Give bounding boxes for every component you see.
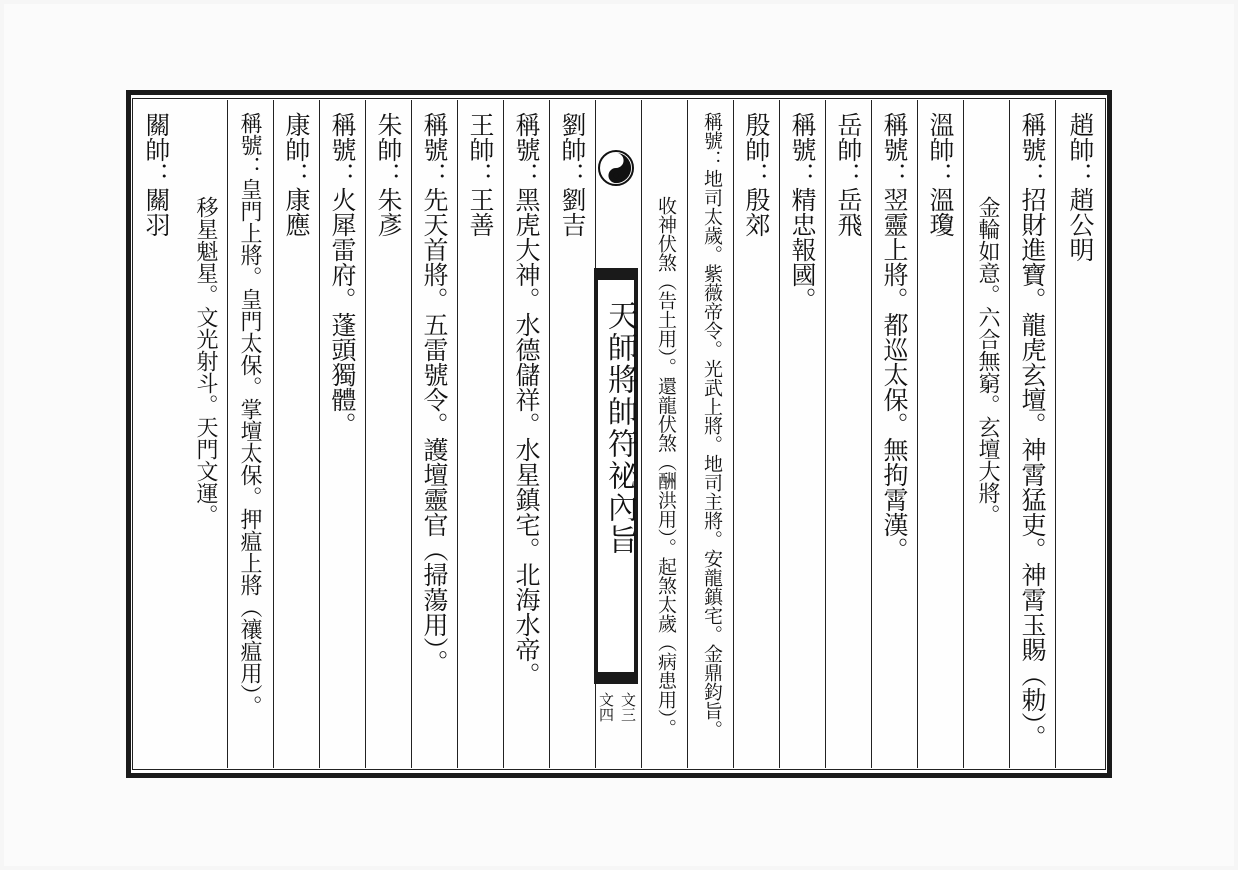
wen-name: 溫帥：溫瓊: [926, 112, 955, 237]
zhao-name: 趙帥：趙公明: [1066, 112, 1095, 262]
yin-name: 殷帥：殷郊: [742, 112, 771, 237]
guan-name: 關帥：關羽: [142, 112, 171, 237]
document-title: 天師將帥符祕內旨: [602, 300, 637, 556]
liu-titles: 稱號：黑虎大神。水德儲祥。水星鎮宅。北海水帝。: [512, 112, 541, 687]
yin-titles-2: 收神伏煞（告土用）。還龍伏煞（酬洪用）。起煞太歲（病患用）。: [655, 196, 677, 738]
yue-name: 岳帥：岳飛: [834, 112, 863, 237]
yin-titles-1: 稱號：地司太歲。紫薇帝令。光武上將。地司主將。安龍鎮宅。金鼎鈞旨。: [701, 112, 723, 739]
kang-titles: 稱號：皇門上將。皇門太保。掌壇太保。押瘟上將（禳瘟用）。: [237, 112, 262, 717]
page-mark-bottom: 文四: [597, 692, 615, 722]
zhu-titles: 稱號：火犀雷府。蓬頭獨體。: [328, 112, 357, 437]
yue-titles: 稱號：精忠報國。: [788, 112, 817, 312]
zhao-titles-2: 金輪如意。六合無窮。玄壇大將。: [975, 196, 1000, 526]
zhao-titles-1: 稱號：招財進寶。龍虎玄壇。神霄猛吏。神霄玉賜（勅）。: [1018, 112, 1047, 750]
yin-yang-icon: [598, 150, 634, 186]
zhu-name: 朱帥：朱彥: [374, 112, 403, 237]
wang-name: 王帥：王善: [466, 112, 495, 237]
kang-name: 康帥：康應: [282, 112, 311, 237]
page-mark-top: 文三: [619, 692, 637, 722]
misc-titles: 移星魁星。文光射斗。天門文運。: [193, 196, 218, 526]
wang-titles: 稱號：先天首將。五雷號令。護壇靈官（掃蕩用）。: [420, 112, 449, 675]
liu-name: 劉帥：劉吉: [558, 112, 587, 237]
wen-titles: 稱號：翌靈上將。都巡太保。無拘霄漢。: [880, 112, 909, 562]
